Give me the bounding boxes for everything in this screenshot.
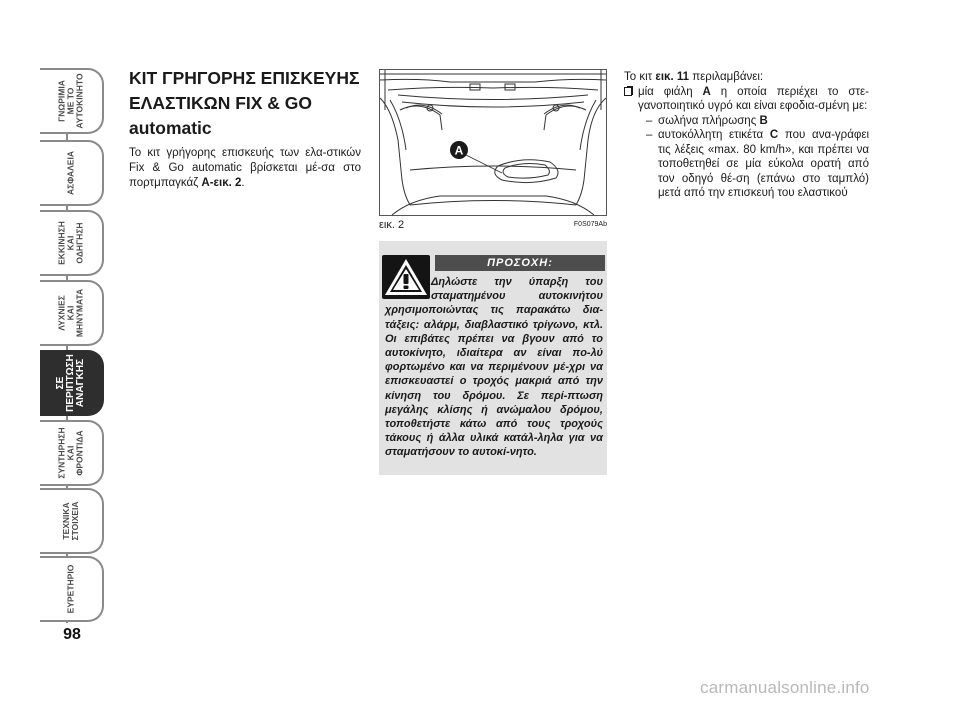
section-title [129,66,369,141]
chapter-tab-label: ΓΝΩΡΙΜΙΑ ΜΕ ΤΟ ΑΥΤΟΚΙΝΗΤΟ [56,73,85,129]
chapter-tab[interactable] [40,140,104,206]
list-item [624,114,869,129]
warning-text-block [385,275,603,460]
callout-a-label: A [454,143,464,158]
page-number: 98 [63,626,81,643]
dash1-ref: B [759,114,768,127]
dash2-text-pre: αυτοκόλλητη ετικέτα [658,129,770,141]
warning-text: Δηλώστε την ύπαρξη του σταματημένου αυτοκινήτου χρησιμοποιώντας τις παρακάτω δια-τάξεις: αλάρμ, διαβλαστικό τρίγωνο, κτλ. Οι επιβάτες πρέπει να βγουν από το αυτοκίνητο, ιδιαίτερα αν είναι πο-λύ φορτωμένο και να περιμένουν μέ-χρι να επισκευαστεί ο τροχός μακριά από την κίνηση του δρόμου. Σε περί-πτωση μεγάλης κλίσης ή ανώμαλου δρόμου, τοποθετήστε κάτω από τους τροχούς τάκους ή άλλα υλικά κατάλ-ληλα για να σταματήσουν το αυτοκί-νητο. [385,276,603,459]
figure-label: εικ. 2 [379,219,405,231]
intro-figure-ref: A-εικ. 2 [201,177,242,189]
chapter-tab[interactable] [40,280,104,346]
bullet-ref: A [702,85,711,98]
chapter-tab[interactable] [40,488,104,554]
chapter-tab[interactable] [40,420,104,486]
chapter-tab[interactable] [40,68,104,134]
contents-figure-ref: εικ. 11 [655,71,690,83]
list-item [624,128,869,201]
figure-code: F0S079Ab [573,221,607,228]
dash1-text-pre: σωλήνα πλήρωσης [658,114,760,127]
trunk-drawing [380,70,606,215]
contents-intro-end: περιλαμβάνει: [689,71,764,83]
contents-intro-text: Το κιτ [624,71,656,83]
chapter-tab[interactable] [40,210,104,276]
warning-box [379,241,607,475]
dash-marker: – [646,129,653,141]
bullet-text-post: η οποία περιέχει το στε-γανοποιητικό υγρό και είναι εφοδια-σμένη με: [638,85,869,112]
chapter-tab-label: ΕΥΡΕΤΗΡΙΟ [65,564,76,614]
dash-marker: – [646,114,653,127]
section-intro [129,146,361,191]
figure-caption [379,219,607,233]
chapter-tab-label: ΤΕΧΝΙΚΑ ΣΤΟΙΧΕΙΑ [61,501,80,541]
section-title-line: automatic [129,118,212,138]
chapter-tab[interactable] [40,350,104,416]
dash2-text-post: που ανα-γράφει τις λέξεις «max. 80 km/h», και πρέπει να τοποθετηθεί σε μία εύκολα ορατή από τον οδηγό θέ-ση (επάνω στο ταμπλό) μετά από την επισκευή του ελαστικού [658,129,869,199]
chapter-tab-label: ΑΣΦΑΛΕΙΑ [65,151,76,195]
chapter-tab[interactable] [40,556,104,622]
chapter-tab-label: ΣΥΝΤΗΡΗΣΗ ΚΑΙ ΦΡΟΝΤΙΔΑ [56,427,85,479]
intro-end: . [241,177,245,189]
kit-contents [624,70,869,201]
bullet-text-pre: μία φιάλη [638,85,703,98]
list-item [624,85,869,114]
trunk-illustration [379,69,607,216]
warning-header: ΠΡΟΣΟΧΗ: [435,255,605,271]
section-title-line: ΕΛΑΣΤΙΚΩΝ FIX & GO [129,93,313,113]
checkbox-bullet-icon [624,87,632,96]
section-title-line: ΚΙΤ ΓΡΗΓΟΡΗΣ ΕΠΙΣΚΕΥΗΣ [129,68,360,88]
dash2-ref: C [769,129,779,141]
intro-text: Το κιτ γρήγορης επισκευής των ελα-στικών Fix & Go automatic βρίσκεται μέ-σα στο πορτμπαγκάζ [129,147,361,189]
chapter-tab-label: ΣΕ ΠΕΡΙΠΤΩΣΗ ΑΝΑΓΚΗΣ [55,354,86,412]
contents-intro [624,70,869,85]
chapter-tab-label: ΛΥΧΝΙΕΣ ΚΑΙ ΜΗΝΥΜΑΤΑ [56,288,85,338]
site-watermark: carmanualsonline.info [700,678,870,697]
callout-a-leader [466,155,502,173]
chapter-tab-label: ΕΚΚΙΝΗΣΗ ΚΑΙ ΟΔΗΓΗΣΗ [56,221,85,265]
